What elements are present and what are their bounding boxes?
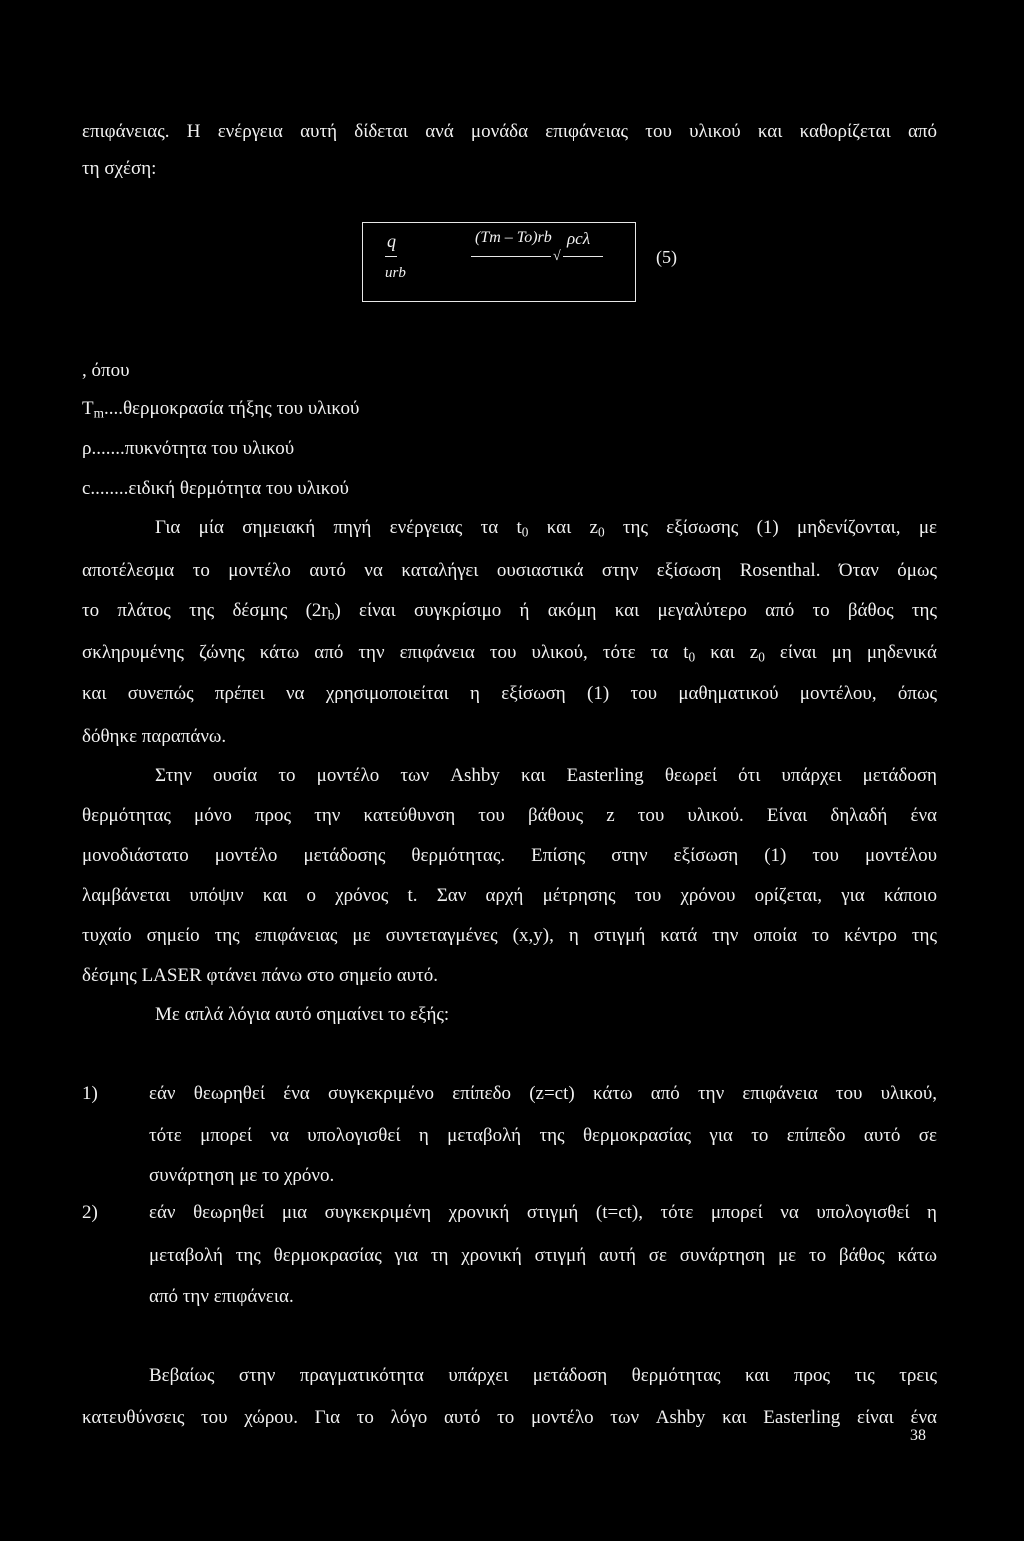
text: Στην ουσία το μοντέλο των Ashby και Easterling θεωρεί ότι υπάρχει μετάδοση — [155, 765, 937, 786]
definition-text: ....θερμοκρασία τήξης του υλικού — [103, 398, 360, 419]
list-item-line — [149, 1084, 937, 1103]
text: εάν θεωρηθεί ένα συγκεκριμένο επίπεδο (z=ct) κάτω από την επιφάνεια του υλικού, — [149, 1083, 937, 1104]
text: εάν θεωρηθεί μια συγκεκριμένη χρονική στιγμή (t=ct), τότε μπορεί να υπολογισθεί η — [149, 1202, 937, 1223]
sqrt-icon: √ — [553, 249, 561, 264]
text: θερμότητας μόνο προς την κατεύθυνση του βάθους z του υλικού. Είναι δηλαδή ένα — [82, 805, 937, 826]
text: και συνεπώς πρέπει να χρησιμοποιείται η εξίσωση (1) του μαθηματικού μοντέλου, όπως — [82, 683, 937, 704]
paragraph-line: δέσμης LASER φτάνει πάνω στο σημείο αυτό. — [82, 965, 438, 986]
subscript: m — [93, 405, 104, 421]
fraction-bar — [563, 256, 603, 257]
list-item-line — [149, 1246, 937, 1265]
formula-lhs-denominator: urb — [385, 265, 406, 281]
text: τότε μπορεί να υπολογισθεί η μεταβολή της θερμοκρασίας για το επίπεδο αυτό σε — [149, 1125, 937, 1146]
paragraph-line — [155, 517, 937, 540]
fraction-bar — [471, 256, 551, 257]
paragraph-line — [82, 642, 937, 665]
text: αποτέλεσμα το μοντέλο αυτό να καταλήγει ουσιαστικά στην εξίσωση Rosenthal. Όταν όμως — [82, 560, 937, 581]
definitions-intro: , όπου — [82, 360, 130, 381]
definition-c: c........ειδική θερμότητα του υλικού — [82, 478, 349, 499]
page-number: 38 — [910, 1427, 926, 1444]
symbol: T — [82, 398, 94, 419]
definition-tm — [82, 398, 360, 421]
text: επιφάνειας. Η ενέργεια αυτή δίδεται ανά μονάδα επιφάνειας του υλικού και καθορίζεται από — [82, 121, 937, 142]
text: σκληρυμένης ζώνης κάτω από την επιφάνεια του υλικού, τότε τα $t_0$ και $z_0$ είναι μη μηδενικά — [82, 642, 937, 665]
list-item-line — [149, 1126, 937, 1145]
paragraph-line: Με απλά λόγια αυτό σημαίνει το εξής: — [155, 1004, 450, 1025]
paragraph-line — [82, 806, 937, 825]
paragraph-line — [82, 122, 937, 141]
text: κατευθύνσεις του χώρου. Για το λόγο αυτό το μοντέλο των Ashby και Easterling είναι ένα — [82, 1407, 937, 1428]
text: Βεβαίως στην πραγματικότητα υπάρχει μετάδοση θερμότητας και προς τις τρεις — [149, 1365, 937, 1386]
list-item-line — [149, 1203, 937, 1222]
definition-rho: ρ.......πυκνότητα του υλικού — [82, 438, 295, 459]
list-number: 1) — [82, 1083, 98, 1104]
paragraph-line — [149, 1366, 937, 1385]
fraction-bar — [385, 256, 397, 257]
text: Για μία σημειακή πηγή ενέργειας τα $t_0$ και $z_0$ της εξίσωσης (1) μηδενίζονται, με — [155, 517, 937, 540]
list-number: 2) — [82, 1202, 98, 1223]
paragraph-line: δόθηκε παραπάνω. — [82, 726, 227, 747]
equation-number: (5) — [656, 247, 677, 267]
paragraph-line — [82, 846, 937, 865]
paragraph-line — [82, 684, 937, 703]
formula-lhs-numerator: q — [387, 231, 396, 251]
paragraph-line — [82, 600, 937, 623]
formula-rhs-numerator: (Tm – To)rb — [475, 229, 552, 246]
paragraph-line — [82, 561, 937, 580]
paragraph-line: τη σχέση: — [82, 158, 157, 179]
equation-box — [362, 222, 636, 302]
list-item-line: από την επιφάνεια. — [149, 1286, 294, 1307]
text: τυχαίο σημείο της επιφάνειας με συντεταγμένες (x,y), η στιγμή κατά την οποία το κέντρο της — [82, 925, 937, 946]
text: το πλάτος της δέσμης $(2r_b)$ είναι συγκρίσιμο ή ακόμη και μεγαλύτερο από το βάθος της — [82, 600, 937, 623]
text: λαμβάνεται υπόψιν και ο χρόνος t. Σαν αρχή μέτρησης του χρόνου ορίζεται, για κάποιο — [82, 885, 937, 906]
paragraph-line — [155, 766, 937, 785]
text: μονοδιάστατο μοντέλο μετάδοσης θερμότητας. Επίσης στην εξίσωση (1) του μοντέλου — [82, 845, 937, 866]
paragraph-line — [82, 1408, 937, 1427]
paragraph-line — [82, 886, 937, 905]
formula-root-term: ρcλ — [567, 229, 591, 248]
paragraph-line — [82, 926, 937, 945]
text: μεταβολή της θερμοκρασίας για τη χρονική στιγμή αυτή σε συνάρτηση με το βάθος κάτω — [149, 1245, 937, 1266]
list-item-line: συνάρτηση με το χρόνο. — [149, 1165, 335, 1186]
